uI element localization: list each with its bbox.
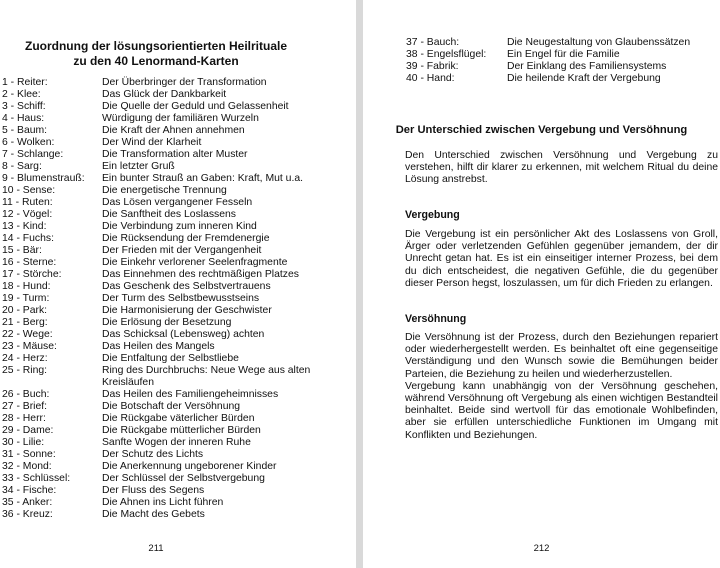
card-row: [0, 509, 320, 521]
card-meaning: Das Heilen des Mangels: [102, 341, 215, 352]
card-meaning: Die Rückgabe väterlicher Bürden: [102, 413, 255, 424]
card-name: 19 - Turm:: [2, 293, 50, 304]
card-name: 14 - Fuchs:: [2, 233, 54, 244]
card-name: 39 - Fabrik:: [406, 61, 459, 72]
card-name: 20 - Park:: [2, 305, 48, 316]
card-row: [0, 473, 320, 485]
card-row: [0, 125, 320, 137]
card-name: 2 - Klee:: [2, 89, 41, 100]
card-name: 13 - Kind:: [2, 221, 47, 232]
card-meaning: Der Einklang des Familiensystems: [507, 61, 667, 72]
card-row: [0, 317, 320, 329]
card-row: [406, 73, 706, 85]
card-row: [0, 437, 320, 449]
left-page: [0, 0, 356, 568]
card-row: [0, 185, 320, 197]
card-name: 9 - Blumenstrauß:: [2, 173, 85, 184]
card-meaning: Ein Engel für die Familie: [507, 49, 620, 60]
card-meaning: Die Quelle der Geduld und Gelassenheit: [102, 101, 289, 112]
card-row: [0, 269, 320, 281]
card-meaning: Der Schutz des Lichts: [102, 449, 204, 460]
card-name: 30 - Lilie:: [2, 437, 45, 448]
title-line-2: zu den 40 Lenormand-Karten: [73, 54, 239, 68]
card-name: 27 - Brief:: [2, 401, 48, 412]
card-name: 36 - Kreuz:: [2, 509, 53, 520]
card-row: [0, 449, 320, 461]
card-name: 28 - Herr:: [2, 413, 46, 424]
card-row: [0, 497, 320, 509]
card-name: 6 - Wolken:: [2, 137, 55, 148]
card-meaning: Die Botschaft der Versöhnung: [102, 401, 241, 412]
card-name: 15 - Bär:: [2, 245, 42, 256]
card-name: 8 - Sarg:: [2, 161, 42, 172]
card-meaning: Die Einkehr verlorener Seelenfragmente: [102, 257, 288, 268]
card-name: 29 - Dame:: [2, 425, 54, 436]
card-name: 4 - Haus:: [2, 113, 45, 124]
card-name: 32 - Mond:: [2, 461, 52, 472]
card-meaning: Der Überbringer der Transformation: [102, 77, 267, 88]
card-meaning: Das Schicksal (Lebensweg) achten: [102, 329, 265, 340]
title-line-1: Zuordnung der lösungsorientierten Heilrituale: [24, 39, 288, 53]
card-meaning: Die Entfaltung der Selbstliebe: [102, 353, 239, 364]
card-meaning: Die Sanftheit des Loslassens: [102, 209, 237, 220]
card-row: [406, 61, 706, 73]
card-meaning: Der Turm des Selbstbewusstseins: [102, 293, 260, 304]
card-name: 7 - Schlange:: [2, 149, 64, 160]
section-heading: Der Unterschied zwischen Vergebung und Versöhnung: [395, 124, 688, 136]
card-name: 35 - Anker:: [2, 497, 53, 508]
right-page: [363, 0, 720, 568]
card-meaning: Die Erlösung der Besetzung: [102, 317, 232, 328]
card-list-continued: [406, 37, 706, 85]
card-name: 37 - Bauch:: [406, 37, 460, 48]
card-name: 17 - Störche:: [2, 269, 62, 280]
card-row: [0, 293, 320, 305]
card-row: [0, 77, 320, 89]
card-row: [0, 461, 320, 473]
card-row: [0, 257, 320, 269]
card-name: 25 - Ring:: [2, 365, 48, 376]
card-row: [0, 413, 320, 425]
card-row: [0, 245, 320, 257]
card-meaning: Die Verbindung zum inneren Kind: [102, 221, 257, 232]
card-row: [0, 305, 320, 317]
card-meaning: Das Lösen vergangener Fesseln: [102, 197, 253, 208]
card-meaning: Ring des Durchbruchs: Neue Wege aus alten Kreisläufen: [102, 365, 311, 388]
vergebung-heading: Vergebung: [405, 209, 460, 221]
card-row: [0, 209, 320, 221]
card-meaning: Die Rücksendung der Fremdenergie: [102, 233, 270, 244]
vergebung-paragraph: Die Vergebung ist ein persönlicher Akt des Loslassens von Groll, Ärger oder verletzenden Gefühlen gegenüber jemandem, der dir Unrecht getan hat. Es ist ein einseitiger interner Prozess, bei dem du dich entscheidest, die negativen Gefühle, die du gegenüber dieser Person hegst, loszulassen, um für dich Frieden zu erlangen.: [405, 229, 718, 289]
card-name: 23 - Mäuse:: [2, 341, 57, 352]
card-row: [0, 329, 320, 341]
card-name: 10 - Sense:: [2, 185, 56, 196]
card-meaning: Sanfte Wogen der inneren Ruhe: [102, 437, 251, 448]
intro-paragraph: Den Unterschied zwischen Versöhnung und Vergebung zu verstehen, hilft dir klarer zu erkennen, mit welchem Ritual du deine Lösung anstrebst.: [405, 150, 718, 186]
page-number: 212: [533, 543, 550, 554]
card-row: [0, 485, 320, 497]
card-name: 21 - Berg:: [2, 317, 48, 328]
card-name: 24 - Herz:: [2, 353, 48, 364]
versoehnung-heading: Versöhnung: [405, 313, 467, 325]
card-row: [0, 173, 320, 185]
card-name: 12 - Vögel:: [2, 209, 53, 220]
card-meaning: Die Anerkennung ungeborener Kinder: [102, 461, 277, 472]
card-meaning: Die Rückgabe mütterlicher Bürden: [102, 425, 261, 436]
card-name: 33 - Schlüssel:: [2, 473, 71, 484]
card-row: [0, 149, 320, 161]
card-meaning: Der Frieden mit der Vergangenheit: [102, 245, 262, 256]
versoehnung-paragraph-1: Die Versöhnung ist der Prozess, durch den Beziehungen repariert oder wiederhergestellt werden. Es beinhaltet oft eine gegenseitige Verständigung und den Wunsch sowie die Bemühungen beider Parteien, die Beziehung zu heilen und wiederherzustellen.: [405, 332, 718, 380]
card-row: [0, 281, 320, 293]
card-meaning: Der Wind der Klarheit: [102, 137, 202, 148]
card-row: [0, 365, 320, 389]
card-row: [0, 101, 320, 113]
card-row: [0, 113, 320, 125]
card-name: 16 - Sterne:: [2, 257, 57, 268]
card-name: 3 - Schiff:: [2, 101, 46, 112]
card-name: 22 - Wege:: [2, 329, 53, 340]
card-meaning: Der Fluss des Segens: [102, 485, 205, 496]
card-meaning: Das Geschenk des Selbstvertrauens: [102, 281, 271, 292]
card-name: 40 - Hand:: [406, 73, 455, 84]
card-row: [0, 425, 320, 437]
card-name: 31 - Sonne:: [2, 449, 56, 460]
card-name: 38 - Engelsflügel:: [406, 49, 487, 60]
card-name: 1 - Reiter:: [2, 77, 48, 88]
card-row: [0, 233, 320, 245]
card-meaning: Die heilende Kraft der Vergebung: [507, 73, 661, 84]
card-row: [406, 49, 706, 61]
versoehnung-paragraph-2: Vergebung kann unabhängig von der Versöhnung geschehen, während Versöhnung oft Vergebung als einen wichtigen Bestandteil beinhaltet. Beide sind wertvoll für das emotionale Wohlbefinden, aber sie erfüllen unterschiedliche Funktionen im Umgang mit Konflikten und Beziehungen.: [405, 380, 718, 441]
card-meaning: Ein letzter Gruß: [102, 161, 175, 172]
card-meaning: Die Ahnen ins Licht führen: [102, 497, 224, 508]
card-row: [0, 89, 320, 101]
card-row: [0, 353, 320, 365]
card-meaning: Die Harmonisierung der Geschwister: [102, 305, 272, 316]
card-row: [0, 401, 320, 413]
card-meaning: Die Transformation alter Muster: [102, 149, 248, 160]
card-row: [0, 137, 320, 149]
card-meaning: Die Kraft der Ahnen annehmen: [102, 125, 245, 136]
card-name: 34 - Fische:: [2, 485, 57, 496]
card-row: [0, 389, 320, 401]
card-meaning: Die Neugestaltung von Glaubenssätzen: [507, 37, 691, 48]
card-meaning: Das Einnehmen des rechtmäßigen Platzes: [102, 269, 299, 280]
card-meaning: Die energetische Trennung: [102, 185, 227, 196]
card-row: [0, 221, 320, 233]
card-row: [406, 37, 706, 49]
card-meaning: Die Macht des Gebets: [102, 509, 205, 520]
card-row: [0, 161, 320, 173]
card-name: 18 - Hund:: [2, 281, 51, 292]
card-meaning: Der Schlüssel der Selbstvergebung: [102, 473, 265, 484]
versoehnung-text: [405, 332, 718, 442]
card-list: [0, 77, 320, 521]
card-meaning: Würdigung der familiären Wurzeln: [102, 113, 259, 124]
card-name: 5 - Baum:: [2, 125, 48, 136]
card-row: [0, 341, 320, 353]
card-meaning: Ein bunter Strauß an Gaben: Kraft, Mut u.a.: [102, 173, 303, 184]
card-name: 11 - Ruten:: [2, 197, 53, 208]
card-meaning: Das Heilen des Familiengeheimnisses: [102, 389, 279, 400]
card-name: 26 - Buch:: [2, 389, 50, 400]
card-row: [0, 197, 320, 209]
card-meaning: Das Glück der Dankbarkeit: [102, 89, 227, 100]
page-number: 211: [148, 543, 164, 554]
page-title: [0, 39, 312, 69]
